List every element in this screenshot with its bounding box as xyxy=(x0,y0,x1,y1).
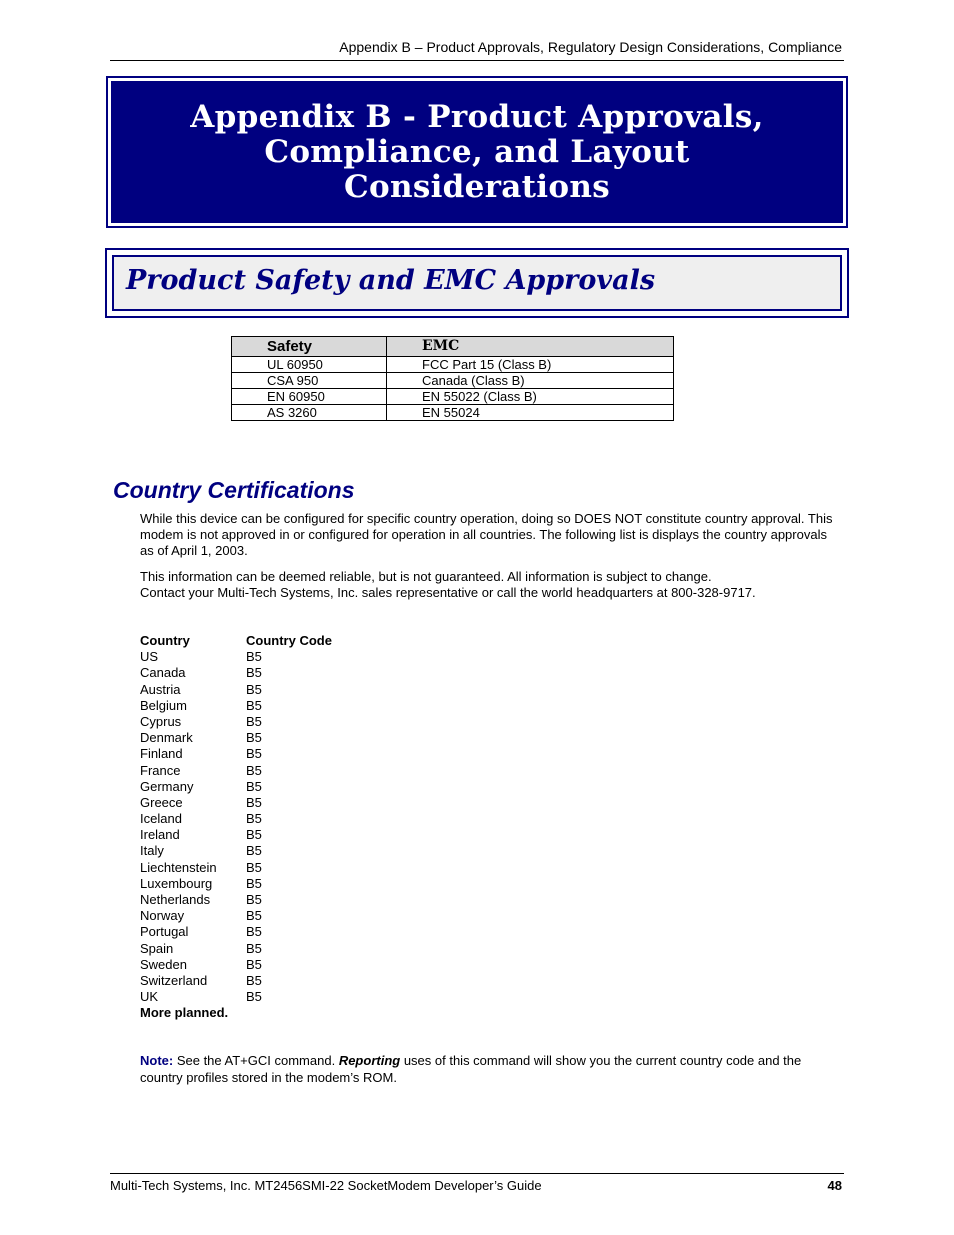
country-code: B5 xyxy=(246,665,262,681)
country-row xyxy=(140,876,366,892)
country-row xyxy=(140,860,366,876)
safety-cell: CSA 950 xyxy=(232,373,387,389)
country-row xyxy=(140,924,366,940)
note-emphasis: Reporting xyxy=(338,1053,401,1068)
country-name: Denmark xyxy=(140,730,193,746)
country-name: Belgium xyxy=(140,697,187,713)
safety-column-header: Safety xyxy=(232,337,387,357)
country-row xyxy=(140,989,366,1005)
country-certifications-heading: Country Certifications xyxy=(113,477,355,503)
country-name: Portugal xyxy=(140,924,189,940)
country-row xyxy=(140,779,366,795)
country-code: B5 xyxy=(246,989,262,1005)
disclaimer-paragraph xyxy=(140,569,840,601)
approvals-table-row xyxy=(232,373,674,389)
country-column-header: Country xyxy=(140,633,190,648)
country-code-column-header: Country Code xyxy=(246,633,332,648)
country-code: B5 xyxy=(246,908,262,924)
appendix-title-banner xyxy=(106,76,848,228)
country-code: B5 xyxy=(246,972,262,988)
country-name: Cyprus xyxy=(140,713,182,729)
country-name: Austria xyxy=(140,681,181,697)
emc-column-header: EMC xyxy=(387,337,674,357)
country-code: B5 xyxy=(246,649,262,665)
country-code: B5 xyxy=(246,730,262,746)
country-name: Ireland xyxy=(140,827,180,843)
note-text-after: uses of this command will show you the current country code and the country profiles stored in the modem’s ROM. xyxy=(140,1053,802,1085)
country-row xyxy=(140,957,366,973)
intro-paragraph: While this device can be configured for specific country operation, doing so DOES NOT constitute country approval. This modem is not approved in or configured for operation in all countries. The following list is displays the country approvals as of April 1, 2003. xyxy=(140,511,833,558)
country-row xyxy=(140,908,366,924)
emc-cell: EN 55022 (Class B) xyxy=(387,389,674,405)
country-code: B5 xyxy=(246,681,262,697)
country-code: B5 xyxy=(246,956,262,972)
header-rule xyxy=(110,60,844,61)
country-code: B5 xyxy=(246,859,262,875)
country-code: B5 xyxy=(246,697,262,713)
country-row xyxy=(140,730,366,746)
emc-cell: EN 55024 xyxy=(387,405,674,421)
country-name: Germany xyxy=(140,778,194,794)
country-code: B5 xyxy=(246,892,262,907)
emc-cell: Canada (Class B) xyxy=(387,373,674,389)
country-row xyxy=(140,698,366,714)
country-name: Italy xyxy=(140,843,164,859)
country-name: Iceland xyxy=(140,811,182,827)
footer-rule xyxy=(110,1173,844,1174)
country-code: B5 xyxy=(246,827,262,843)
more-planned-text: More planned. xyxy=(140,1005,229,1021)
country-list-header xyxy=(140,633,366,649)
country-code: B5 xyxy=(246,746,262,762)
country-row xyxy=(140,665,366,681)
country-name: Liechtenstein xyxy=(140,859,217,875)
country-row xyxy=(140,892,366,908)
country-code: B5 xyxy=(246,875,262,891)
country-name: Luxembourg xyxy=(140,875,213,891)
appendix-title: Appendix B - Product Approvals, Compliance, and Layout Considerations xyxy=(190,98,764,205)
country-row xyxy=(140,843,366,859)
country-code: B5 xyxy=(246,811,262,827)
country-code: B5 xyxy=(246,713,262,729)
approvals-table-header-row xyxy=(232,337,674,357)
contact-line: Contact your Multi-Tech Systems, Inc. sales representative or call the world headquarters at 800-328-9717. xyxy=(140,585,756,600)
country-row xyxy=(140,827,366,843)
country-name: Finland xyxy=(140,746,183,762)
approvals-table-row xyxy=(232,389,674,405)
footer-text: Multi-Tech Systems, Inc. MT2456SMI-22 SocketModem Developer’s Guide xyxy=(110,1178,542,1193)
country-list xyxy=(140,633,366,1021)
country-name: Switzerland xyxy=(140,972,208,988)
country-name: Spain xyxy=(140,940,174,956)
country-name: Canada xyxy=(140,665,186,681)
country-name: Greece xyxy=(140,794,183,810)
country-row xyxy=(140,746,366,762)
disclaimer-line: This information can be deemed reliable, but is not guaranteed. All information is subject to change. xyxy=(140,569,712,584)
note-label: Note: xyxy=(140,1053,174,1068)
country-code: B5 xyxy=(246,924,262,940)
page-number: 48 xyxy=(827,1178,842,1193)
appendix-title-fill xyxy=(111,81,843,223)
country-code: B5 xyxy=(246,778,262,794)
safety-cell: AS 3260 xyxy=(232,405,387,421)
emc-cell: FCC Part 15 (Class B) xyxy=(387,357,674,373)
country-code: B5 xyxy=(246,794,262,810)
country-name: US xyxy=(140,649,159,665)
country-row xyxy=(140,763,366,779)
country-code: B5 xyxy=(246,940,262,956)
section-banner xyxy=(105,248,849,318)
country-row xyxy=(140,973,366,989)
country-name: France xyxy=(140,762,181,778)
country-rows xyxy=(140,649,366,1005)
country-row xyxy=(140,795,366,811)
running-header: Appendix B – Product Approvals, Regulatory Design Considerations, Compliance xyxy=(339,39,842,55)
country-name: Sweden xyxy=(140,956,187,972)
country-row xyxy=(140,714,366,730)
country-code: B5 xyxy=(246,843,262,859)
country-name: Norway xyxy=(140,908,185,924)
country-row xyxy=(140,941,366,957)
note-paragraph xyxy=(140,1052,840,1086)
safety-cell: EN 60950 xyxy=(232,389,387,405)
country-row xyxy=(140,811,366,827)
approvals-table-row xyxy=(232,357,674,373)
approvals-table-body xyxy=(232,357,674,421)
approvals-table xyxy=(231,336,674,421)
section-title: Product Safety and EMC Approvals xyxy=(126,265,656,296)
country-name: UK xyxy=(140,989,159,1005)
note-text-before: See the AT+GCI command. xyxy=(173,1053,339,1068)
country-name: Netherlands xyxy=(140,892,211,907)
country-code: B5 xyxy=(246,762,262,778)
section-banner-inner xyxy=(112,255,842,311)
safety-cell: UL 60950 xyxy=(232,357,387,373)
country-row xyxy=(140,649,366,665)
country-row xyxy=(140,682,366,698)
approvals-table-row xyxy=(232,405,674,421)
